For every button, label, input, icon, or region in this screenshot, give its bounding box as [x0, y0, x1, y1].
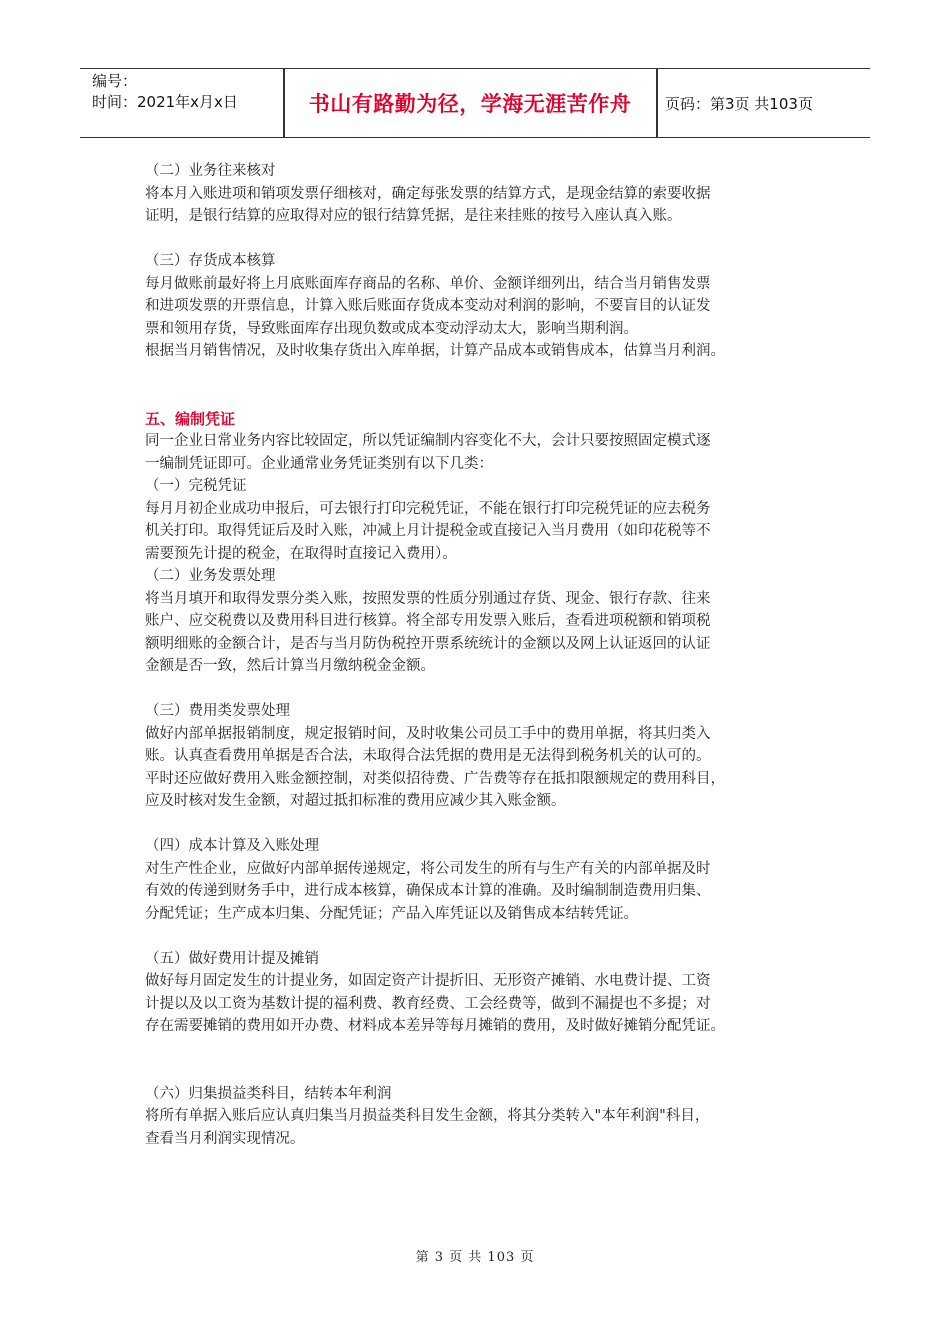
page-header [80, 68, 870, 138]
paragraph-line: 每月月初企业成功申报后，可去银行打印完税凭证，不能在银行打印完税凭证的应去税务 [145, 500, 711, 517]
paragraph-line: 存在需要摊销的费用如开办费、材料成本差异等每月摊销的费用，及时做好摊销分配凭证。 [145, 1018, 725, 1034]
time-label: 时间：2021年x月x日 [92, 93, 238, 111]
page-footer: 第 3 页 共 103 页 [415, 1250, 535, 1265]
paragraph-line: 需要预先计提的税金，在取得时直接记入费用）。 [145, 545, 457, 562]
number-label: 编号： [92, 72, 138, 90]
paragraph-line: 对生产性企业，应做好内部单据传递规定，将公司发生的所有与生产有关的内部单据及时 [145, 860, 711, 877]
paragraph-line: 将当月填开和取得发票分类入账，按照发票的性质分别通过存货、现金、银行存款、往来 [145, 590, 711, 607]
paragraph-line: 应及时核对发生金额，对超过抵扣标准的费用应减少其入账金额。 [145, 793, 566, 809]
document-body [145, 160, 815, 1150]
paragraph-line: 查看当月利润实现情况。 [145, 1130, 305, 1147]
paragraph-line: 账户、应交税费以及费用科目进行核算。将全部专用发票入账后，查看进项税额和销项税 [145, 613, 711, 629]
section-title: （二）业务发票处理 [145, 568, 276, 584]
section-title: （三）存货成本核算 [145, 253, 276, 269]
paragraph-line: 分配凭证；生产成本归集、分配凭证；产品入库凭证以及销售成本结转凭证。 [145, 905, 638, 922]
header-motto: 书山有路勤为径，学海无涯苦作舟 [308, 92, 632, 116]
paragraph-line: 金额是否一致，然后计算当月缴纳税金金额。 [145, 658, 435, 674]
header-meta [92, 71, 288, 113]
section-title: （四）成本计算及入账处理 [145, 838, 319, 854]
paragraph-line: 每月做账前最好将上月底账面库存商品的名称、单价、金额详细列出，结合当月销售发票 [145, 275, 711, 292]
chapter-heading: 五、编制凭证 [145, 409, 236, 428]
paragraph-line: 平时还应做好费用入账金额控制，对类似招待费、广告费等存在抵扣限额规定的费用科目， [145, 770, 725, 787]
header-divider [656, 69, 658, 137]
paragraph-line: 和进项发票的开票信息，计算入账后账面存货成本变动对利润的影响，不要盲目的认证发 [145, 298, 711, 314]
section-title: （六）归集损益类科目，结转本年利润 [145, 1085, 392, 1102]
paragraph-line: 做好每月固定发生的计提业务，如固定资产计提折旧、无形资产摊销、水电费计提、工资 [145, 973, 711, 989]
paragraph-line: 将本月入账进项和销项发票仔细核对，确定每张发票的结算方式，是现金结算的索要收据 [145, 185, 711, 202]
paragraph-line: 额明细账的金额合计，是否与当月防伪税控开票系统统计的金额以及网上认证返回的认证 [145, 635, 711, 652]
paragraph-line: 证明，是银行结算的应取得对应的银行结算凭据，是往来挂账的按号入座认真入账。 [145, 208, 682, 224]
paragraph-line: 有效的传递到财务手中，进行成本核算，确保成本计算的准确。及时编制制造费用归集、 [145, 883, 711, 899]
section-title: （三）费用类发票处理 [145, 703, 290, 719]
paragraph-line: 计提以及以工资为基数计提的福利费、教育经费、工会经费等，做到不漏提也不多提；对 [145, 995, 711, 1012]
paragraph-line: 根据当月销售情况，及时收集存货出入库单据，计算产品成本或销售成本，估算当月利润。 [145, 343, 725, 359]
paragraph-line: 账。认真查看费用单据是否合法，未取得合法凭据的费用是无法得到税务机关的认可的。 [145, 748, 711, 764]
section-title: （五）做好费用计提及摊销 [145, 950, 319, 967]
header-page-info: 页码：第3页 共103页 [665, 94, 813, 113]
paragraph-line: 一编制凭证即可。企业通常业务凭证类别有以下几类： [145, 455, 493, 472]
paragraph-line: 做好内部单据报销制度，规定报销时间，及时收集公司员工手中的费用单据，将其归类入 [145, 725, 711, 742]
paragraph-line: 将所有单据入账后应认真归集当月损益类科目发生金额，将其分类转入"本年利润"科目， [145, 1108, 710, 1124]
paragraph-line: 机关打印。取得凭证后及时入账，冲减上月计提税金或直接记入当月费用（如印花税等不 [145, 523, 711, 539]
section-title: （二）业务往来核对 [145, 163, 276, 179]
paragraph-line: 票和领用存货，导致账面库存出现负数或成本变动浮动太大，影响当期利润。 [145, 320, 638, 337]
section-title: （一）完税凭证 [145, 478, 247, 494]
paragraph-line: 同一企业日常业务内容比较固定，所以凭证编制内容变化不大，会计只要按照固定模式逐 [145, 433, 711, 449]
